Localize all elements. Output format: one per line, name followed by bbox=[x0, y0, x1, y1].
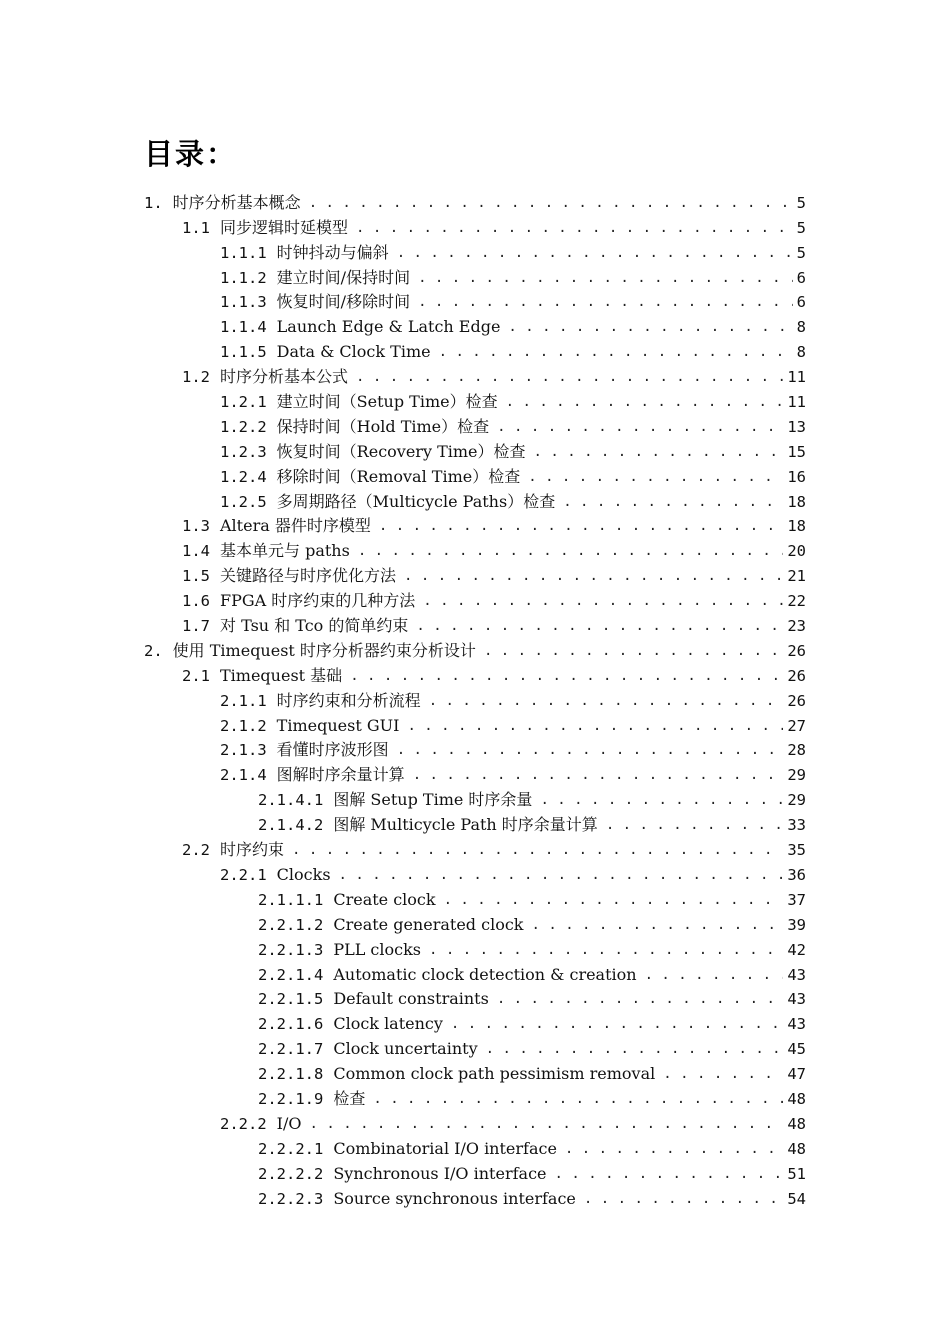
toc-entry-page-number: 43 bbox=[787, 990, 806, 1009]
toc-dot-leader bbox=[528, 467, 783, 487]
toc-entry-number: 2.2.1.2 bbox=[258, 915, 324, 934]
toc-entry-title: Timequest 基础 bbox=[220, 665, 343, 685]
toc-entry[interactable] bbox=[144, 661, 806, 686]
toc-entry-title: Timequest GUI bbox=[276, 715, 400, 735]
toc-entry[interactable] bbox=[144, 337, 806, 362]
toc-entry-page-number: 18 bbox=[787, 517, 806, 536]
toc-entry[interactable] bbox=[144, 760, 806, 785]
toc-entry-page-number: 21 bbox=[787, 567, 806, 586]
toc-entry-title: 图解 Setup Time 时序余量 bbox=[333, 790, 533, 810]
toc-entry-number: 2.1.4.2 bbox=[258, 816, 324, 835]
toc-entry[interactable] bbox=[144, 910, 806, 935]
toc-dot-leader bbox=[555, 1164, 784, 1184]
toc-entry-number: 2.1.4.1 bbox=[258, 791, 324, 810]
toc-entry-number: 1.1 bbox=[182, 218, 210, 237]
toc-entry-page-number: 35 bbox=[787, 841, 806, 860]
toc-entry-title: 关键路径与时序优化方法 bbox=[220, 566, 397, 586]
toc-entry-title: Source synchronous interface bbox=[333, 1188, 576, 1208]
toc-entry-page-number: 43 bbox=[787, 1015, 806, 1034]
toc-entry[interactable] bbox=[144, 611, 806, 636]
page-title: 目录： bbox=[144, 137, 238, 171]
toc-dot-leader bbox=[339, 865, 784, 885]
toc-entry-title: 移除时间（Removal Time）检查 bbox=[276, 466, 521, 486]
toc-entry-page-number: 48 bbox=[787, 1089, 806, 1108]
toc-dot-leader bbox=[486, 1039, 784, 1059]
toc-entry-title: 保持时间（Hold Time）检查 bbox=[276, 416, 490, 436]
toc-entry-page-number: 48 bbox=[787, 1139, 806, 1158]
toc-entry-number: 1. bbox=[144, 193, 163, 212]
toc-entry-number: 1.6 bbox=[182, 592, 210, 611]
toc-entry-title: Clock uncertainty bbox=[333, 1039, 478, 1059]
toc-entry-number: 1.2.4 bbox=[220, 467, 267, 486]
toc-dot-leader bbox=[423, 591, 783, 611]
toc-entry-number: 2.2.1.7 bbox=[258, 1040, 324, 1059]
toc-entry-title: 时序约束和分析流程 bbox=[276, 690, 421, 710]
toc-dot-leader bbox=[444, 890, 784, 910]
toc-entry-number: 1.5 bbox=[182, 567, 210, 586]
toc-entry-number: 2.1.2 bbox=[220, 716, 267, 735]
toc-entry-page-number: 8 bbox=[796, 318, 806, 337]
toc-entry-number: 1.4 bbox=[182, 542, 210, 561]
toc-entry-page-number: 29 bbox=[787, 766, 806, 785]
toc-entry-title: 时序约束 bbox=[220, 840, 285, 860]
toc-entry-page-number: 54 bbox=[787, 1189, 806, 1208]
toc-entry-number: 2.2.2.3 bbox=[258, 1189, 324, 1208]
toc-dot-leader bbox=[407, 716, 783, 736]
toc-entry-title: Clocks bbox=[276, 864, 331, 884]
toc-entry[interactable] bbox=[144, 288, 806, 313]
toc-entry-number: 1.7 bbox=[182, 617, 210, 636]
toc-entry[interactable] bbox=[144, 462, 806, 487]
toc-entry-title: Combinatorial I/O interface bbox=[333, 1138, 557, 1158]
toc-entry[interactable] bbox=[144, 412, 806, 437]
toc-entry-title: Create generated clock bbox=[333, 914, 524, 934]
toc-entry-page-number: 6 bbox=[796, 293, 806, 312]
toc-entry-page-number: 16 bbox=[787, 467, 806, 486]
toc-entry-page-number: 26 bbox=[787, 691, 806, 710]
toc-dot-leader bbox=[531, 915, 783, 935]
toc-entry-title: 建立时间/保持时间 bbox=[276, 267, 411, 287]
toc-entry[interactable] bbox=[144, 387, 806, 412]
toc-entry-title: I/O bbox=[276, 1113, 302, 1133]
toc-entry-page-number: 26 bbox=[787, 641, 806, 660]
toc-entry-title: 多周期路径（Multicycle Paths）检查 bbox=[276, 491, 556, 511]
toc-dot-leader bbox=[508, 317, 792, 337]
toc-dot-leader bbox=[429, 691, 784, 711]
toc-dot-leader bbox=[645, 965, 784, 985]
toc-entry-page-number: 5 bbox=[796, 243, 806, 262]
toc-entry-number: 2.2.1.3 bbox=[258, 940, 324, 959]
toc-dot-leader bbox=[429, 940, 783, 960]
toc-entry[interactable] bbox=[144, 312, 806, 337]
toc-entry-page-number: 37 bbox=[787, 890, 806, 909]
toc-entry-number: 2.1 bbox=[182, 666, 210, 685]
toc-entry-title: Common clock path pessimism removal bbox=[333, 1064, 656, 1084]
toc-dot-leader bbox=[540, 790, 783, 810]
toc-entry-page-number: 47 bbox=[787, 1065, 806, 1084]
toc-dot-leader bbox=[606, 815, 784, 835]
toc-entry-page-number: 43 bbox=[787, 965, 806, 984]
toc-entry-title: FPGA 时序约束的几种方法 bbox=[220, 591, 416, 611]
toc-entry-title: 基本单元与 paths bbox=[220, 541, 350, 561]
toc-entry-number: 2.2.1.5 bbox=[258, 990, 324, 1009]
toc-dot-leader bbox=[506, 392, 784, 412]
toc-entry-number: 2.2.1.8 bbox=[258, 1065, 324, 1084]
toc-entry-title: Clock latency bbox=[333, 1014, 443, 1034]
toc-entry-number: 1.2.3 bbox=[220, 442, 267, 461]
toc-entry[interactable] bbox=[144, 810, 806, 835]
toc-entry-page-number: 18 bbox=[787, 492, 806, 511]
toc-entry-number: 1.2.2 bbox=[220, 417, 267, 436]
toc-entry-page-number: 11 bbox=[787, 393, 806, 412]
toc-entry-page-number: 8 bbox=[796, 343, 806, 362]
toc-entry-number: 1.2.5 bbox=[220, 492, 267, 511]
toc-entry-number: 1.2.1 bbox=[220, 393, 267, 412]
toc-entry-page-number: 29 bbox=[787, 791, 806, 810]
toc-entry[interactable] bbox=[144, 935, 806, 960]
toc-entry[interactable] bbox=[144, 188, 806, 213]
toc-entry[interactable] bbox=[144, 213, 806, 238]
toc-entry-title: Launch Edge & Latch Edge bbox=[276, 317, 501, 337]
toc-dot-leader bbox=[309, 193, 793, 213]
toc-entry-title: Data & Clock Time bbox=[276, 342, 431, 362]
toc-entry[interactable] bbox=[144, 1134, 806, 1159]
toc-entry[interactable] bbox=[144, 512, 806, 537]
toc-entry[interactable] bbox=[144, 835, 806, 860]
toc-entry-number: 2.2.1.9 bbox=[258, 1089, 324, 1108]
toc-entry-page-number: 13 bbox=[787, 417, 806, 436]
toc-entry-page-number: 15 bbox=[787, 442, 806, 461]
toc-entry[interactable] bbox=[144, 362, 806, 387]
toc-entry[interactable] bbox=[144, 561, 806, 586]
toc-entry-page-number: 45 bbox=[787, 1040, 806, 1059]
toc-entry-number: 2.1.3 bbox=[220, 741, 267, 760]
toc-dot-leader bbox=[379, 516, 783, 536]
toc-dot-leader bbox=[439, 342, 793, 362]
toc-entry-number: 2.2.2.2 bbox=[258, 1164, 324, 1183]
toc-entry[interactable] bbox=[144, 536, 806, 561]
toc-entry-title: Synchronous I/O interface bbox=[333, 1163, 547, 1183]
toc-entry-number: 1.1.3 bbox=[220, 293, 267, 312]
toc-entry-page-number: 51 bbox=[787, 1164, 806, 1183]
toc-entry-title: 检查 bbox=[333, 1088, 366, 1108]
toc-entry[interactable] bbox=[144, 586, 806, 611]
toc-entry[interactable] bbox=[144, 960, 806, 985]
toc-entry-title: Altera 器件时序模型 bbox=[220, 516, 371, 536]
toc-entry-title: PLL clocks bbox=[333, 939, 422, 959]
toc-entry-title: 看懂时序波形图 bbox=[276, 740, 389, 760]
toc-entry[interactable] bbox=[144, 1159, 806, 1184]
toc-entry[interactable] bbox=[144, 487, 806, 512]
toc-dot-leader bbox=[373, 1089, 783, 1109]
toc-entry-number: 2.1.1.1 bbox=[258, 890, 324, 909]
toc-entry-number: 2.1.1 bbox=[220, 691, 267, 710]
toc-dot-leader bbox=[397, 740, 784, 760]
toc-entry-number: 2.2.1.4 bbox=[258, 965, 324, 984]
toc-dot-leader bbox=[292, 840, 783, 860]
toc-entry-page-number: 33 bbox=[787, 816, 806, 835]
toc-entry-page-number: 48 bbox=[787, 1114, 806, 1133]
toc-entry-number: 2.1.4 bbox=[220, 766, 267, 785]
toc-dot-leader bbox=[663, 1064, 783, 1084]
toc-entry-number: 1.1.4 bbox=[220, 318, 267, 337]
toc-entry-number: 2.2.1.6 bbox=[258, 1015, 324, 1034]
toc-entry-title: 恢复时间（Recovery Time）检查 bbox=[276, 441, 526, 461]
toc-entry-number: 1.1.2 bbox=[220, 268, 267, 287]
toc-entry-number: 1.1.5 bbox=[220, 343, 267, 362]
toc-entry-page-number: 11 bbox=[787, 368, 806, 387]
toc-dot-leader bbox=[534, 442, 784, 462]
toc-entry-title: 使用 Timequest 时序分析器约束分析设计 bbox=[172, 640, 476, 660]
toc-dot-leader bbox=[497, 989, 784, 1009]
toc-entry-number: 2.2.1 bbox=[220, 865, 267, 884]
toc-entry[interactable] bbox=[144, 437, 806, 462]
toc-entry-page-number: 27 bbox=[787, 716, 806, 735]
toc-entry[interactable] bbox=[144, 686, 806, 711]
toc-entry[interactable] bbox=[144, 1084, 806, 1109]
toc-entry[interactable] bbox=[144, 1034, 806, 1059]
toc-entry-page-number: 28 bbox=[787, 741, 806, 760]
toc-entry[interactable] bbox=[144, 1109, 806, 1134]
toc-dot-leader bbox=[416, 616, 783, 636]
toc-entry-title: 建立时间（Setup Time）检查 bbox=[276, 392, 498, 412]
toc-entry-title: 时序分析基本概念 bbox=[172, 192, 301, 212]
toc-dot-leader bbox=[397, 243, 793, 263]
toc-entry-number: 1.1.1 bbox=[220, 243, 267, 262]
toc-entry-page-number: 36 bbox=[787, 865, 806, 884]
toc-entry-title: 图解 Multicycle Path 时序余量计算 bbox=[333, 815, 598, 835]
toc-entry[interactable] bbox=[144, 985, 806, 1010]
toc-entry-number: 2.2 bbox=[182, 841, 210, 860]
toc-dot-leader bbox=[563, 492, 783, 512]
toc-entry-title: 时钟抖动与偏斜 bbox=[276, 242, 389, 262]
toc-entry[interactable] bbox=[144, 736, 806, 761]
toc-entry-page-number: 39 bbox=[787, 915, 806, 934]
toc-dot-leader bbox=[418, 292, 793, 312]
toc-entry[interactable] bbox=[144, 636, 806, 661]
toc-entry-page-number: 42 bbox=[787, 940, 806, 959]
toc-entry-title: Automatic clock detection & creation bbox=[333, 964, 637, 984]
toc-entry-title: Default constraints bbox=[333, 989, 489, 1009]
toc-entry[interactable] bbox=[144, 263, 806, 288]
toc-entry[interactable] bbox=[144, 1184, 806, 1209]
toc-entry[interactable] bbox=[144, 1059, 806, 1084]
toc-entry-number: 2.2.2 bbox=[220, 1114, 267, 1133]
toc-entry-page-number: 26 bbox=[787, 666, 806, 685]
toc-dot-leader bbox=[404, 566, 783, 586]
toc-dot-leader bbox=[497, 417, 783, 437]
toc-entry-page-number: 20 bbox=[787, 542, 806, 561]
toc-dot-leader bbox=[484, 641, 783, 661]
table-of-contents bbox=[144, 188, 806, 1209]
toc-dot-leader bbox=[310, 1114, 784, 1134]
toc-dot-leader bbox=[418, 268, 793, 288]
toc-dot-leader bbox=[451, 1014, 783, 1034]
toc-entry-number: 2. bbox=[144, 641, 163, 660]
toc-dot-leader bbox=[358, 541, 784, 561]
toc-dot-leader bbox=[356, 367, 783, 387]
toc-dot-leader bbox=[350, 666, 783, 686]
toc-entry-number: 1.3 bbox=[182, 517, 210, 536]
toc-entry-page-number: 22 bbox=[787, 592, 806, 611]
toc-dot-leader bbox=[584, 1189, 783, 1209]
toc-entry-page-number: 5 bbox=[796, 193, 806, 212]
toc-entry-title: 时序分析基本公式 bbox=[220, 367, 349, 387]
toc-entry-title: Create clock bbox=[333, 889, 436, 909]
toc-dot-leader bbox=[565, 1139, 783, 1159]
toc-entry-number: 1.2 bbox=[182, 368, 210, 387]
toc-entry-number: 2.2.2.1 bbox=[258, 1139, 324, 1158]
toc-entry[interactable] bbox=[144, 860, 806, 885]
toc-entry[interactable] bbox=[144, 885, 806, 910]
toc-entry[interactable] bbox=[144, 1009, 806, 1034]
toc-entry-title: 恢复时间/移除时间 bbox=[276, 292, 411, 312]
toc-dot-leader bbox=[413, 765, 784, 785]
toc-entry[interactable] bbox=[144, 711, 806, 736]
toc-entry-title: 同步逻辑时延模型 bbox=[220, 217, 349, 237]
toc-entry-title: 图解时序余量计算 bbox=[276, 765, 405, 785]
toc-entry-title: 对 Tsu 和 Tco 的简单约束 bbox=[220, 616, 409, 636]
toc-entry-page-number: 6 bbox=[796, 268, 806, 287]
toc-entry[interactable] bbox=[144, 238, 806, 263]
toc-entry-page-number: 23 bbox=[787, 617, 806, 636]
toc-entry-page-number: 5 bbox=[796, 218, 806, 237]
toc-entry[interactable] bbox=[144, 785, 806, 810]
toc-dot-leader bbox=[356, 218, 793, 238]
